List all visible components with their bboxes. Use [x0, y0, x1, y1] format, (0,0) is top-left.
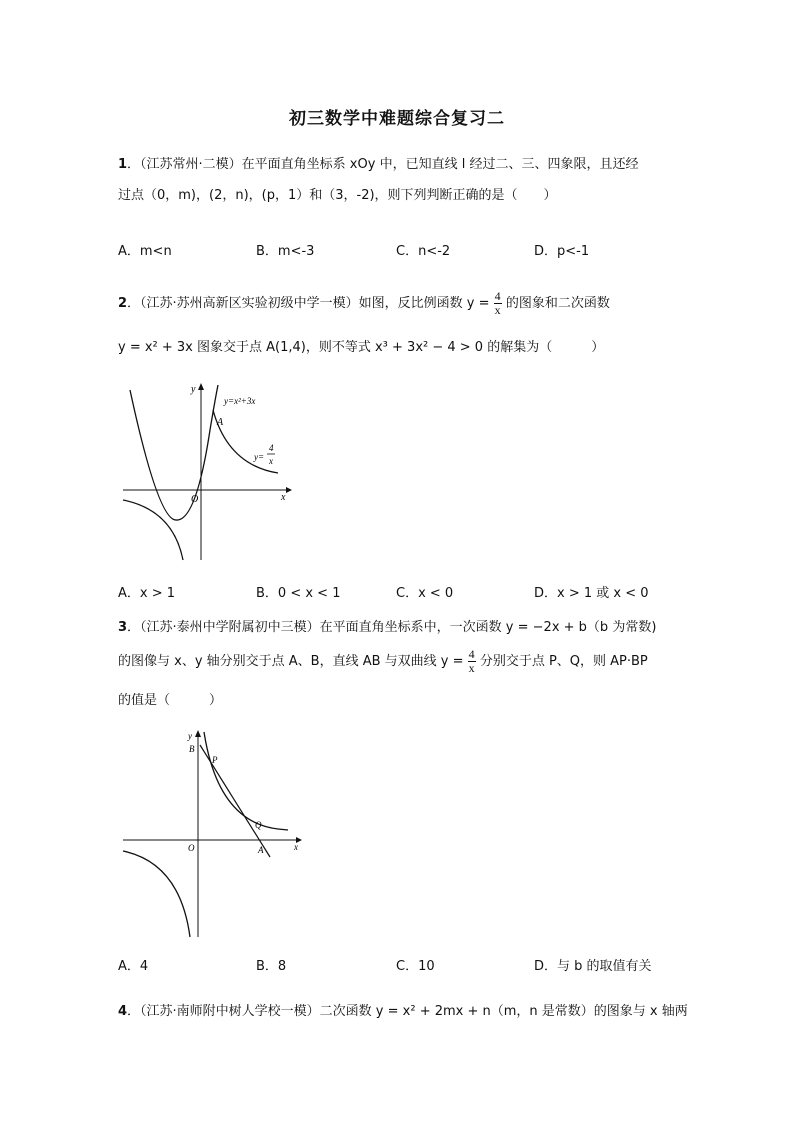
point-b-label: B: [189, 744, 195, 754]
question-2-text-1a: ．（江苏·苏州高新区实验初级中学一模）如图，反比例函数 y =: [127, 296, 490, 311]
x-axis-label: x: [281, 492, 286, 503]
page-title: 初三数学中难题综合复习二: [289, 109, 505, 129]
origin-label: O: [191, 494, 199, 505]
fraction-denominator: x: [468, 661, 475, 675]
question-1-option-c[interactable]: C．n<-2: [396, 244, 451, 259]
question-4-text-1: ．（江苏·南师附中树人学校一模）二次函数 y = x² + 2mx + n（m，n 是常数）的图象与 x 轴两: [127, 1004, 688, 1019]
fraction-numerator: 4: [468, 647, 475, 661]
question-3-text-1: ．（江苏·泰州中学附属初中三模）在平面直角坐标系中，一次函数 y = −2x + b（b 为常数): [127, 620, 657, 635]
x-axis-arrow: [286, 487, 292, 493]
x-axis-label: x: [294, 842, 298, 852]
question-2-graph: [118, 380, 293, 565]
question-1-line-1: [118, 153, 638, 172]
fraction-denominator: x: [494, 303, 501, 317]
question-3-text-2a: 的图像与 x、y 轴分别交于点 A、B，直线 AB 与双曲线 y =: [118, 654, 464, 669]
hyperbola-label-den: x: [269, 456, 273, 466]
question-3-option-b[interactable]: B．8: [256, 959, 287, 974]
question-3-option-a[interactable]: A．4: [118, 959, 149, 974]
question-3-option-c[interactable]: C．10: [396, 959, 435, 974]
question-3-fraction: [468, 648, 476, 675]
y-axis-label: y: [188, 731, 192, 741]
question-2-line-2: y = x² + 3x 图象交于点 A(1,4)，则不等式 x³ + 3x² − 4 > 0 的解集为（ ）: [118, 340, 605, 355]
question-2-text-1b: 的图象和二次函数: [505, 296, 610, 311]
question-1-option-d[interactable]: D．p<-1: [534, 244, 590, 259]
y-axis-arrow: [198, 383, 204, 390]
question-3-option-d[interactable]: D．与 b 的取值有关: [534, 959, 652, 974]
question-2-option-a[interactable]: A．x > 1: [118, 586, 176, 601]
question-2-line-1: [118, 290, 610, 317]
point-p-label: P: [212, 755, 218, 765]
hyperbola-branch-3: [123, 851, 190, 937]
question-1-number: 1: [118, 157, 128, 172]
hyperbola-branch-1: [204, 732, 288, 830]
question-1-option-b[interactable]: B．m<-3: [256, 244, 315, 259]
question-2-option-c[interactable]: C．x < 0: [396, 586, 454, 601]
fraction-numerator: 4: [494, 289, 501, 303]
hyperbola-label-num: 4: [269, 443, 274, 453]
question-3-number: 3: [118, 620, 128, 635]
hyperbola-branch-3: [123, 500, 183, 560]
y-axis-label: y: [191, 384, 196, 395]
question-3-text-2b: 分别交于点 P、Q，则 AP·BP: [479, 654, 648, 669]
question-4-line-1: [118, 1000, 688, 1019]
origin-label: O: [188, 843, 195, 853]
question-3-line-2: [118, 648, 648, 675]
question-3-line-1: [118, 616, 656, 635]
question-3-line-3: 的值是（ ）: [118, 693, 223, 708]
question-1-option-a[interactable]: A．m<n: [118, 244, 172, 259]
parabola-curve: [130, 385, 218, 520]
point-a-label: A: [217, 417, 224, 428]
y-axis-arrow: [195, 730, 201, 737]
question-2-fraction: [494, 290, 502, 317]
question-2-option-b[interactable]: B．0 < x < 1: [256, 586, 341, 601]
parabola-label: y=x²+3x: [224, 396, 256, 406]
question-1-text-1: ．（江苏常州·二模）在平面直角坐标系 xOy 中，已知直线 l 经过二、三、四象限，且还经: [127, 157, 639, 172]
question-2-option-d[interactable]: D．x > 1 或 x < 0: [534, 586, 649, 601]
point-a-label: A: [258, 845, 264, 855]
question-2-number: 2: [118, 296, 128, 311]
hyperbola-label-y: y=: [254, 452, 265, 462]
question-1-line-2: 过点（0，m)，(2，n)，(p，1）和（3，-2)，则下列判断正确的是（ ）: [118, 188, 557, 203]
point-q-label: Q: [255, 820, 262, 830]
question-3-graph: [118, 727, 303, 939]
question-4-number: 4: [118, 1004, 128, 1019]
